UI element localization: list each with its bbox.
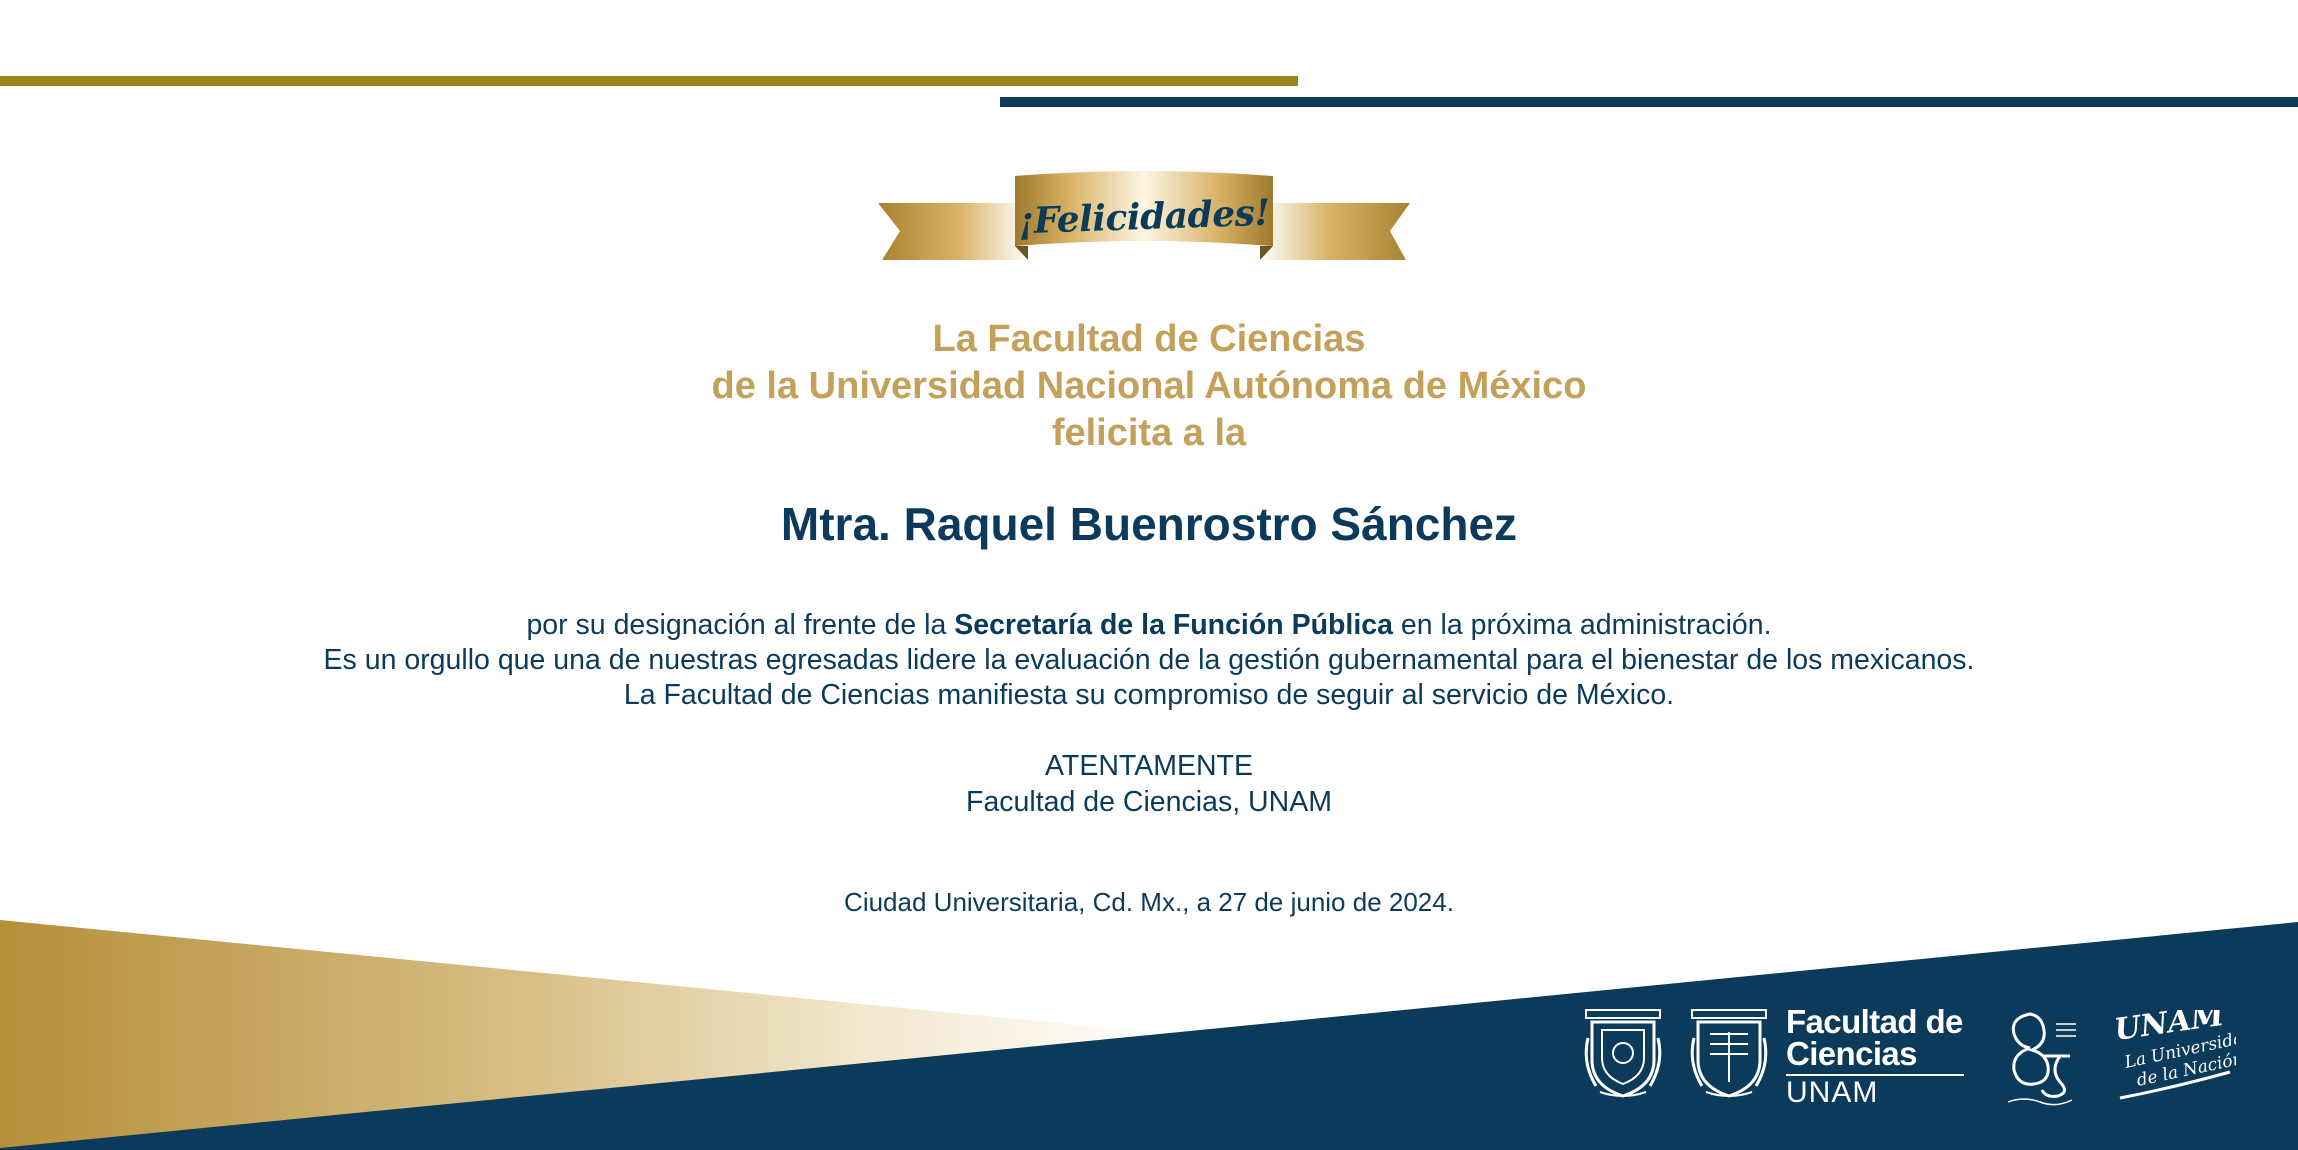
top-blue-stripe bbox=[1000, 97, 2298, 107]
unam-tagline-1: La Universidad bbox=[2122, 1026, 2236, 1073]
unam-universidad-nacion-logo bbox=[2112, 1010, 2236, 1102]
body-line-1-before: por su designación al frente de la bbox=[526, 609, 955, 641]
unam-tagline-2: de la Nación bbox=[2134, 1048, 2236, 1091]
anniversary-85-logo-icon bbox=[2000, 1004, 2080, 1108]
body-text bbox=[0, 608, 2298, 713]
facultad-wordmark-line-1: Facultad de bbox=[1786, 1003, 1963, 1040]
facultad-wordmark-line-2: Ciencias bbox=[1786, 1035, 1917, 1072]
top-gold-stripe bbox=[0, 76, 1298, 86]
recipient-name: Mtra. Raquel Buenrostro Sánchez bbox=[780, 498, 1518, 550]
body-line-1-bold: Secretaría de la Función Pública bbox=[954, 609, 1393, 641]
heading-line-2: de la Universidad Nacional Autónoma de México bbox=[711, 365, 1587, 407]
unam-seal-icon bbox=[1582, 1008, 1664, 1100]
felicidades-ribbon bbox=[878, 168, 1410, 268]
signoff-signer: Facultad de Ciencias, UNAM bbox=[966, 786, 1332, 818]
facultad-ciencias-wordmark bbox=[1786, 1003, 1972, 1109]
unam-nacion-art-icon bbox=[2112, 1010, 2236, 1102]
signoff-atentamente: ATENTAMENTE bbox=[1045, 750, 1253, 782]
facultad-wordmark-line-3: UNAM bbox=[1786, 1076, 1879, 1109]
heading-line-1: La Facultad de Ciencias bbox=[932, 318, 1366, 360]
logos-bar bbox=[1580, 1000, 2240, 1110]
institution-heading bbox=[0, 316, 2298, 457]
signoff bbox=[0, 748, 2298, 820]
body-line-2: Es un orgullo que una de nuestras egresadas lidere la evaluación de la gestión gubernamental para el bienestar de los mexicanos. bbox=[323, 644, 1975, 676]
body-line-1-after: en la próxima administración. bbox=[1392, 609, 1772, 641]
body-line-1 bbox=[0, 608, 2298, 643]
body-line-3: La Facultad de Ciencias manifiesta su compromiso de seguir al servicio de México. bbox=[623, 679, 1675, 711]
facultad-ciencias-seal-icon bbox=[1688, 1008, 1770, 1100]
ribbon-title: ¡Felicidades! bbox=[1017, 191, 1271, 243]
place-date: Ciudad Universitaria, Cd. Mx., a 27 de junio de 2024. bbox=[844, 887, 1454, 917]
heading-line-3: felicita a la bbox=[1051, 412, 1247, 454]
unam-brand-text: UNAM bbox=[2112, 1010, 2227, 1048]
